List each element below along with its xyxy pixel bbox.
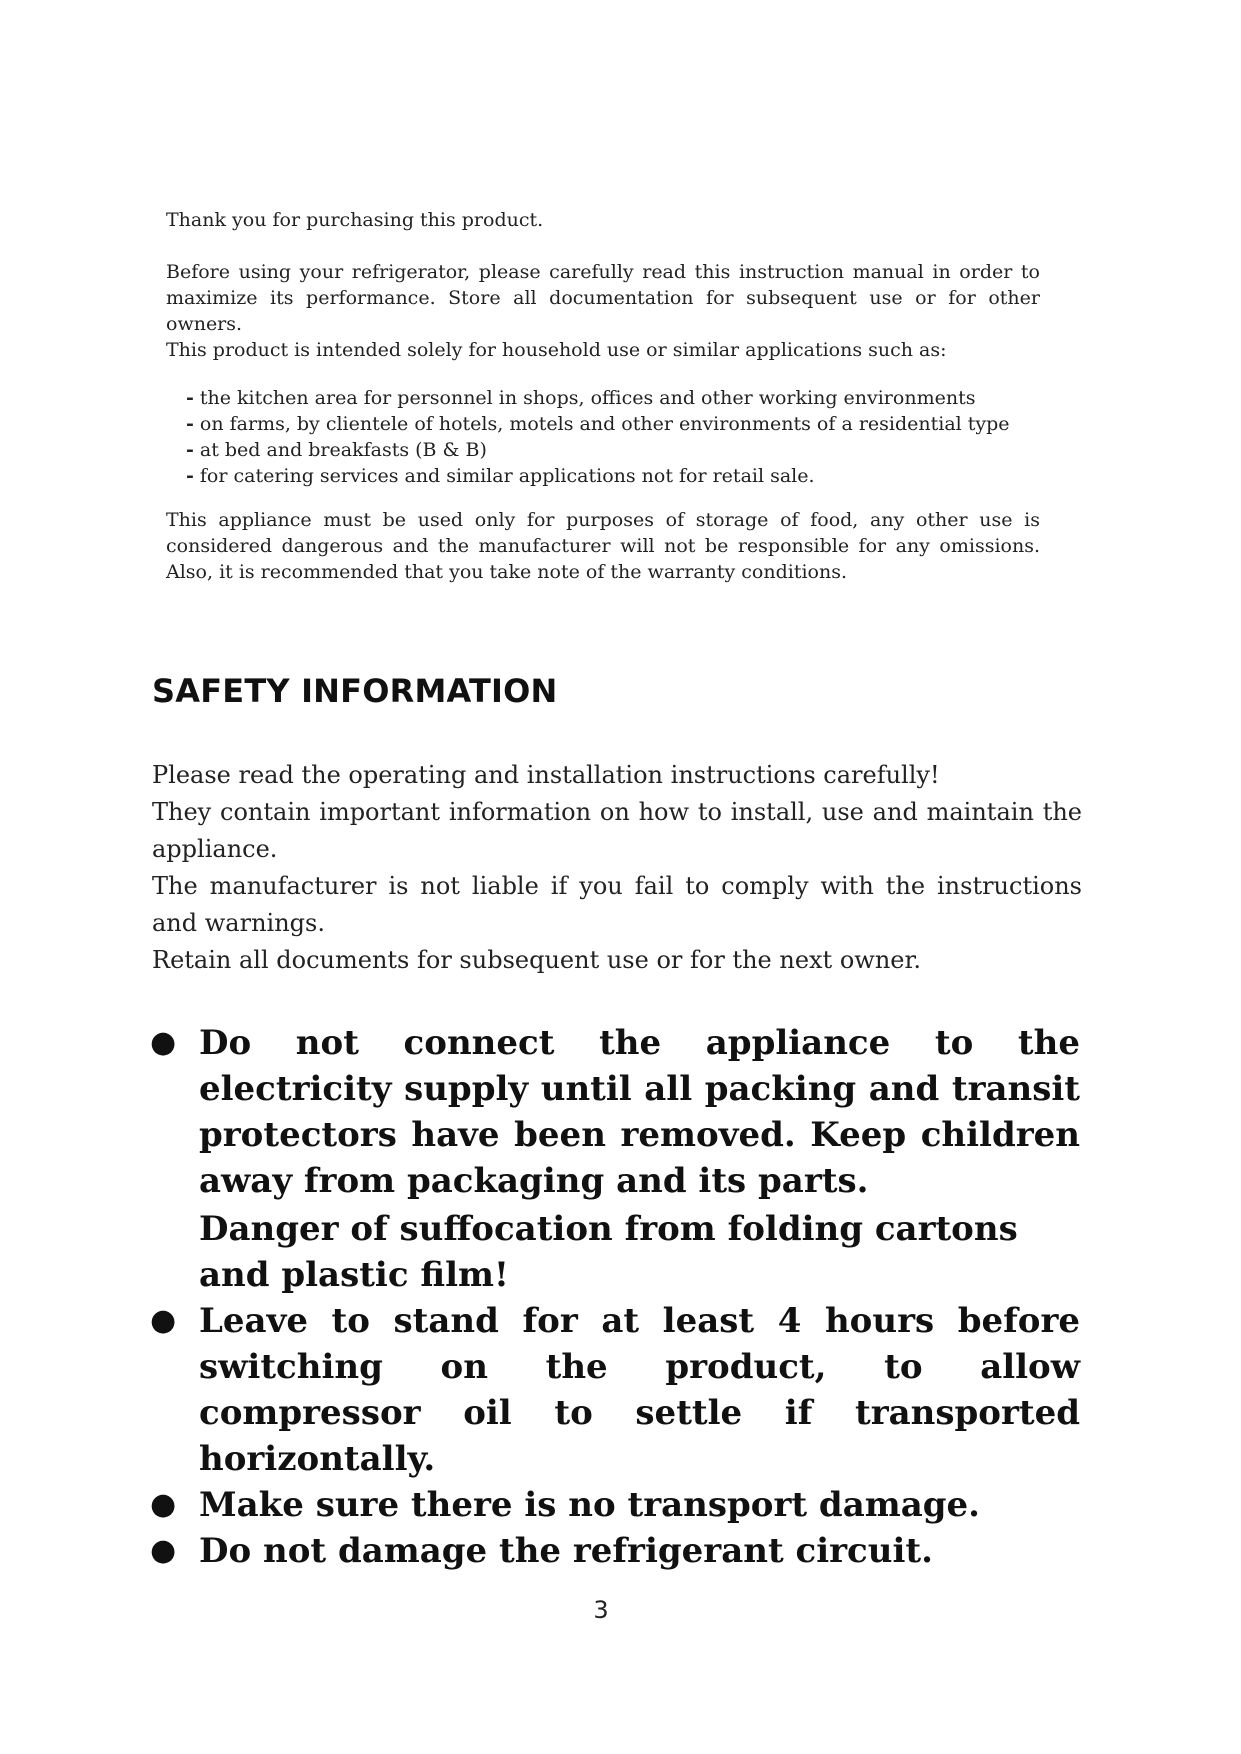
bullet-icon: ● xyxy=(150,1533,177,1568)
safety-heading: SAFETY INFORMATION xyxy=(152,672,558,710)
bullet-icon: ● xyxy=(150,1487,177,1522)
intended-use-list xyxy=(186,385,1040,489)
warning-list xyxy=(150,1020,1080,1574)
list-item: - the kitchen area for personnel in shops, offices and other working environments xyxy=(186,387,976,409)
safety-paragraph: The manufacturer is not liable if you fail to comply with the instructions and warnings. xyxy=(152,872,1082,937)
list-item: - at bed and breakfasts (B & B) xyxy=(186,439,487,461)
safety-paragraph: They contain important information on how to install, use and maintain the appliance. xyxy=(152,798,1082,863)
page-number: 3 xyxy=(593,1596,609,1624)
intro-section xyxy=(166,207,1040,585)
warning-item: ● Make sure there is no transport damage. xyxy=(150,1482,1080,1528)
warning-item: ● Do not connect the appliance to the electricity supply until all packing and transit protectors have been removed. Keep children away from packaging and its parts. Danger of suffocation from folding cartons and plastic film! xyxy=(150,1020,1080,1298)
intended-use-text: This product is intended solely for household use or similar applications such as: xyxy=(166,339,947,361)
warning-item: ● Do not damage the refrigerant circuit. xyxy=(150,1528,1080,1574)
bullet-icon: ● xyxy=(150,1025,177,1060)
appliance-use-text: This appliance must be used only for purposes of storage of food, any other use is considered dangerous and the manufacturer will not be responsible for any omissions. Also, it is recommended that you take note of the warranty conditions. xyxy=(166,509,1040,583)
list-item: - for catering services and similar applications not for retail sale. xyxy=(186,465,815,487)
list-item: - on farms, by clientele of hotels, motels and other environments of a residential type xyxy=(186,413,1010,435)
thanks-text: Thank you for purchasing this product. xyxy=(166,209,544,231)
before-use-text: Before using your refrigerator, please carefully read this instruction manual in order to maximize its performance. Store all documentation for subsequent use or for other owners. xyxy=(166,261,1040,335)
bullet-icon: ● xyxy=(150,1303,177,1338)
warning-item: ● Leave to stand for at least 4 hours before switching on the product, to allow compressor oil to settle if transported horizontally. xyxy=(150,1298,1080,1482)
safety-paragraph: Please read the operating and installation instructions carefully! xyxy=(152,761,940,789)
safety-paragraph: Retain all documents for subsequent use or for the next owner. xyxy=(152,946,921,974)
safety-paragraphs xyxy=(152,757,1082,979)
